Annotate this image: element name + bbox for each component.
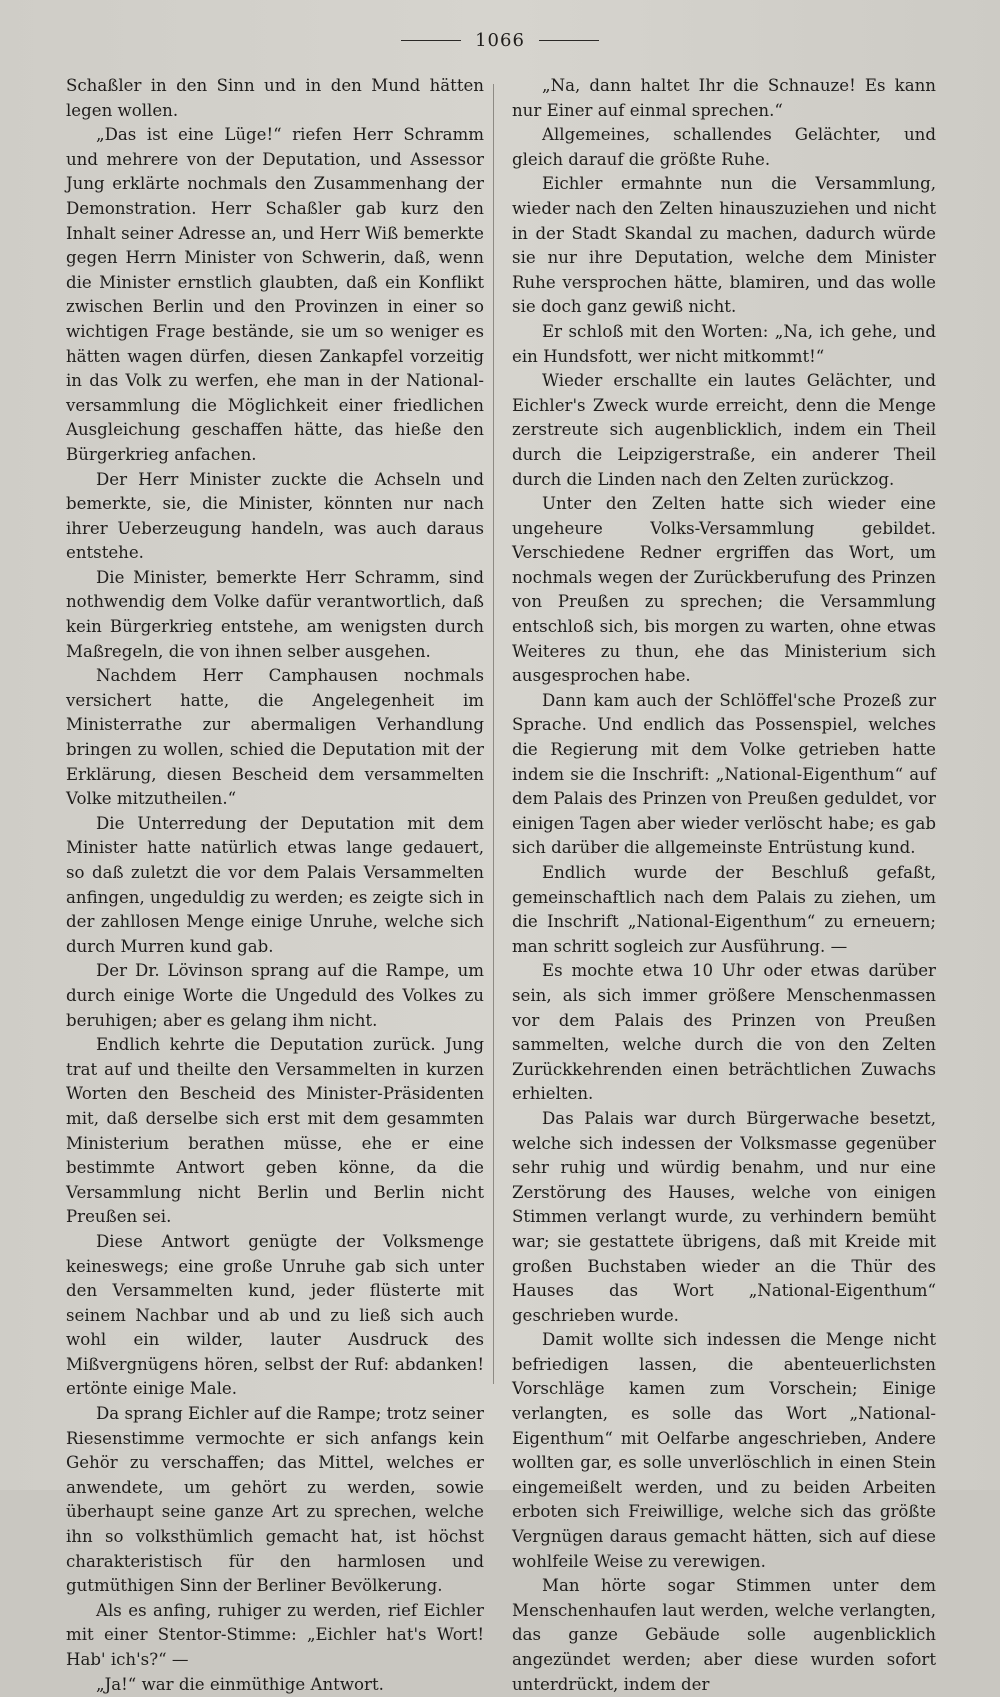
paragraph: Die Minister, bemerkte Herr Schramm, sind nothwendig dem Volke dafür verantwortlich, daß kein Bürgerkrieg entstehe, am wenigsten durch Maßregeln, die von ihnen selber ausgehen. [66,567,484,661]
paragraph: Da sprang Eichler auf die Rampe; trotz seiner Riesenstimme vermochte er sich anfangs kein Gehör zu verschaffen; das Mittel, welches er anwendete, um gehört zu werden, sowie überhaupt seine ganze Art zu sprechen, welche ihn so volksthümlich gemacht hat, ist höchst charakteristisch für den harmlosen und gutmüthigen Sinn der Berliner Bevölkerung. [66,1404,484,1596]
page-header [0,30,1000,51]
paragraph: Der Herr Minister zuckte die Achseln und bemerkte, sie, die Minister, könnten nur nach ihrer Ueberzeugung handeln, was auch daraus entstehe. [66,469,484,563]
paragraph: Der Dr. Lövinson sprang auf die Rampe, um durch einige Worte die Ungeduld des Volkes zu beruhigen; aber es gelang ihm nicht. [66,961,484,1030]
paragraph: Eichler ermahnte nun die Versammlung, wieder nach den Zelten hinauszuziehen und nicht in der Stadt Skandal zu machen, dadurch würde sie nur ihre Deputation, welche dem Minister Ruhe versprochen hätte, blamiren, und das wolle sie doch ganz gewiß nicht. [512,174,936,317]
paragraph: „Das ist eine Lüge!“ riefen Herr Schramm und mehrere von der Deputation, und Assessor Jung erklärte nochmals den Zusammenhang der Demonstration. Herr Schaßler gab kurz den Inhalt seiner Adresse an, und Herr Wiß bemerkte gegen Herrn Minister von Schwerin, daß, wenn die Minister ernstlich glaubten, daß ein Konflikt zwischen Berlin und den Provinzen in einer so wichtigen Frage bestände, sie um so weniger es hätten wagen dürfen, diesen Zankapfel vorzeitig in das Volk zu werfen, ehe man in der National-versammlung die Möglichkeit einer friedlichen Ausgleichung geschaffen hätte, das hieße den Bürgerkrieg anfachen. [66,125,484,464]
paragraph: Damit wollte sich indessen die Menge nicht befriedigen lassen, die abenteuerlichsten Vorschläge kamen zum Vorschein; Einige verlangten, es solle das Wort „National-Eigenthum“ mit Oelfarbe angeschrieben, Andere wollten gar, es solle unverlöschlich in einen Stein eingemeißelt werden, und zu beiden Arbeiten erboten sich Freiwillige, welche sich das größte Vergnügen daraus gemacht hätten, sich auf diese wohlfeile Weise zu verewigen. [512,1330,936,1571]
paragraph: Diese Antwort genügte der Volksmenge keineswegs; eine große Unruhe gab sich unter den Versammelten kund, jeder flüsterte mit seinem Nachbar und ab und zu ließ sich auch wohl ein wilder, lauter Ausdruck des Mißvergnügens hören, selbst der Ruf: abdanken! ertönte einige Male. [66,1231,484,1399]
paragraph: Unter den Zelten hatte sich wieder eine ungeheure Volks-Versammlung gebildet. Verschiedene Redner ergriffen das Wort, um nochmals wegen der Zurückberufung des Prinzen von Preußen zu sprechen; die Versammlung entschloß sich, bis morgen zu warten, ohne etwas Weiteres zu thun, ehe das Ministerium sich ausgesprochen habe. [512,494,936,686]
paragraph: Er schloß mit den Worten: „Na, ich gehe, und ein Hundsfott, wer nicht mitkommt!“ [512,321,936,366]
right-column [512,74,936,1697]
paragraph: „Na, dann haltet Ihr die Schnauze! Es kann nur Einer auf einmal sprechen.“ [512,76,936,120]
paragraph: Endlich kehrte die Deputation zurück. Jung trat auf und theilte den Versammelten in kurzen Worten den Bescheid des Minister-Präsidenten mit, daß derselbe sich erst mit dem gesammten Ministerium berathen müsse, ehe er eine bestimmte Antwort geben könne, da die Versammlung nicht Berlin und Berlin nicht Preußen sei. [66,1035,484,1227]
paragraph: Das Palais war durch Bürgerwache besetzt, welche sich indessen der Volksmasse gegenüber sehr ruhig und würdig benahm, und nur eine Zerstörung des Hauses, welche von einigen Stimmen verlangt wurde, zu verhindern bemüht war; sie gestattete übrigens, daß mit Kreide mit großen Buchstaben wieder an die Thür des Hauses das Wort „National-Eigenthum“ geschrieben wurde. [512,1108,936,1325]
paragraph: Allgemeines, schallendes Gelächter, und gleich darauf die größte Ruhe. [512,125,936,169]
header-rule-right [539,40,599,41]
paragraph: Wieder erschallte ein lautes Gelächter, und Eichler's Zweck wurde erreicht, denn die Menge zerstreute sich augenblicklich, indem ein Theil durch die Leipzigerstraße, ein anderer Theil durch die Linden nach den Zelten zurückzog. [512,371,936,489]
paragraph: Nachdem Herr Camphausen nochmals versichert hatte, die Angelegenheit im Ministerrathe zur abermaligen Verhandlung bringen zu wollen, schied die Deputation mit der Erklärung, diesen Bescheid dem versammelten Volke mitzutheilen.“ [66,666,484,809]
paragraph: Es mochte etwa 10 Uhr oder etwas darüber sein, als sich immer größere Menschenmassen vor dem Palais des Prinzen von Preußen sammelten, welche durch die von den Zelten Zurückkehrenden einen beträchtlichen Zuwachs erhielten. [512,961,936,1104]
left-column [66,74,484,1697]
paragraph: Endlich wurde der Beschluß gefaßt, gemeinschaftlich nach dem Palais zu ziehen, um die Inschrift „National-Eigenthum“ zu erneuern; man schritt sogleich zur Ausführung. — [512,863,936,956]
paragraph: Dann kam auch der Schlöffel'sche Prozeß zur Sprache. Und endlich das Possenspiel, welches die Regierung mit dem Volke getrieben hatte indem sie die Inschrift: „National-Eigenthum“ auf dem Palais des Prinzen von Preußen geduldet, vor einigen Tagen aber wieder verlöscht habe; es gab sich darüber die allgemeinste Entrüstung kund. [512,690,936,858]
paragraph: Schaßler in den Sinn und in den Mund hätten legen wollen. [66,76,484,120]
paragraph: Man hörte sogar Stimmen unter dem Menschenhaufen laut werden, welche verlangten, das ganze Gebäude solle augenblicklich angezündet werden; aber diese wurden sofort unterdrückt, indem der [512,1576,936,1694]
paragraph: Als es anfing, ruhiger zu werden, rief Eichler mit einer Stentor-Stimme: „Eichler hat's Wort! Hab' ich's?“ — [66,1600,484,1669]
column-divider [493,84,494,1384]
paragraph: „Ja!“ war die einmüthige Antwort. [96,1674,384,1694]
page-number: 1066 [475,30,525,51]
header-rule-left [401,40,461,41]
paragraph: Die Unterredung der Deputation mit dem Minister hatte natürlich etwas lange gedauert, so daß zuletzt die vor dem Palais Versammelten anfingen, ungeduldig zu werden; es zeigte sich in der zahllosen Menge einige Unruhe, welche sich durch Murren kund gab. [66,813,484,956]
